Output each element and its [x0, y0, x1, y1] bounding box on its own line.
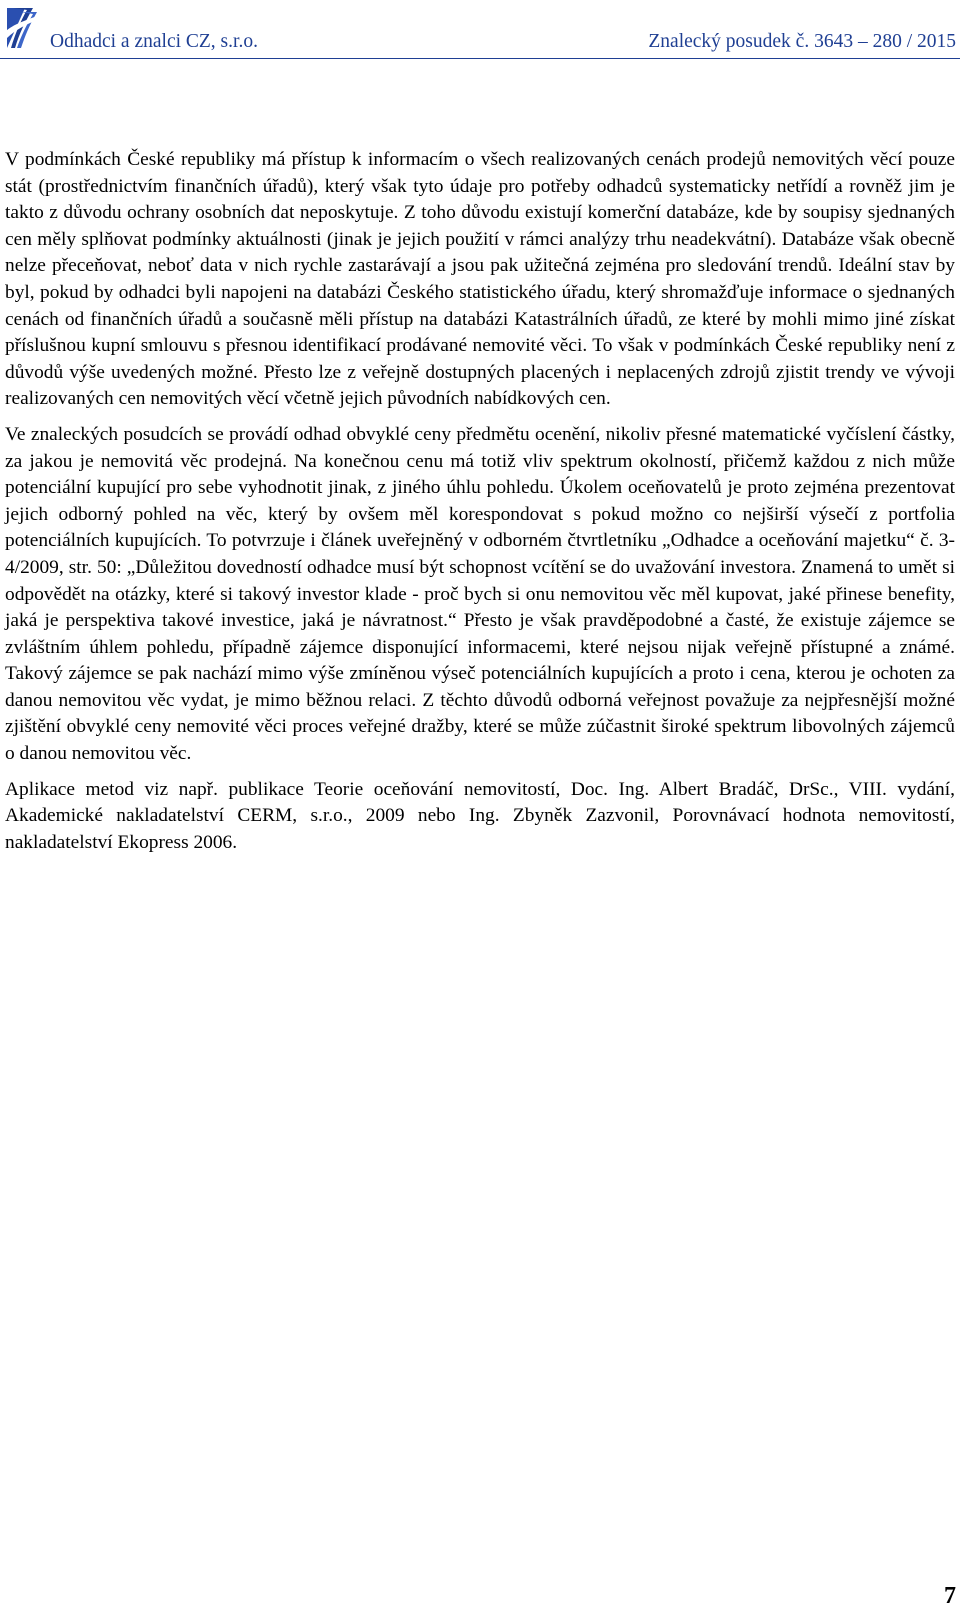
page-number: 7: [944, 1583, 956, 1609]
company-name: Odhadci a znalci CZ, s.r.o.: [50, 31, 258, 52]
paragraph: V podmínkách České republiky má přístup k informacím o všech realizovaných cenách prodejů nemovitých věcí pouze stát (prostřednictvím finančních úřadů), který však tyto údaje pro potřeby odhadců systematicky netřídí a rovněž jim je takto z důvodu ochrany osobních dat neposkytuje. Z toho důvodu existují komerční databáze, kde by soupisy sjednaných cen měly splňovat podmínky aktuálnosti (jinak je jejich použití v rámci analýzy trhu neadekvátní). Databáze však obecně nelze přeceňovat, neboť data v nich rychle zastarávají a jsou pak užitečná zejména pro sledování trendů. Ideální stav by byl, pokud by odhadci byli napojeni na databázi Českého statistického úřadu, který shromažďuje informace o sjednaných cenách od finančních úřadů a současně měli přístup na databázi Katastrálních úřadů, ze které by mohli mimo jiné získat příslušnou kupní smlouvu s přesnou identifikací prodávané nemovité věci. To však v podmínkách České republiky není z důvodů výše uvedených možné. Přesto lze z veřejně dostupných placených i neplacených zdrojů zjistit trendy ve vývoji realizovaných cen nemovitých věcí včetně jejich původních nabídkových cen.: [5, 149, 955, 410]
paragraph: Aplikace metod viz např. publikace Teorie oceňování nemovitostí, Doc. Ing. Albert Bradáč, DrSc., VIII. vydání, Akademické nakladatelství CERM, s.r.o., 2009 nebo Ing. Zbyněk Zazvonil, Porovnávací hodnota nemovitostí, nakladatelství Ekopress 2006.: [5, 778, 955, 853]
company-logo-icon: [3, 2, 39, 52]
page-header: [0, 0, 960, 59]
paragraph: Ve znaleckých posudcích se provádí odhad obvyklé ceny předmětu ocenění, nikoliv přesné matematické vyčíslení částky, za jakou je nemovitá věc prodejná. Na konečnou cenu má totiž vliv spektrum okolností, přičemž každou z nich může potenciální kupující pro sebe vyhodnotit jinak, z jiného úhlu pohledu. Úkolem oceňovatelů je proto zejména prezentovat jejich odborný pohled na věc, který by ovšem měl korespondovat s pokud možno co nejširší výsečí z portfolia potenciálních kupujících. To potvrzuje i článek uveřejněný v odborném čtvrtletníku „Odhadce a oceňování majetku“ č. 3-4/2009, str. 50: „Důležitou dovedností odhadce musí být schopnost vcítění se do uvažování investora. Znamená to umět si odpovědět na otázky, které si takový investor klade - proč bych si onu nemovitou věc měl kupovat, jaké přinese benefity, jaká je perspektiva takové investice, jaká je návratnost.“ Přesto je však pravděpodobné a časté, že existuje zájemce se zvláštním úhlem pohledu, případně zájemce disponující informacemi, které nejsou nijak veřejně přístupné a známé. Takový zájemce se pak nachází mimo výše zmíněnou výseč potenciálních kupujících a proto i cena, kterou je ochoten za danou nemovitou věc vydat, je mimo běžnou relaci. Z těchto důvodů odborná veřejnost považuje za nejpřesnější možné zjištění obvyklé ceny nemovité věci proces veřejné dražby, které se může zúčastnit široké spektrum libovolných zájemců o danou nemovitou věc.: [5, 423, 955, 765]
document-body: [5, 147, 955, 865]
document-reference: Znalecký posudek č. 3643 – 280 / 2015: [648, 31, 956, 52]
